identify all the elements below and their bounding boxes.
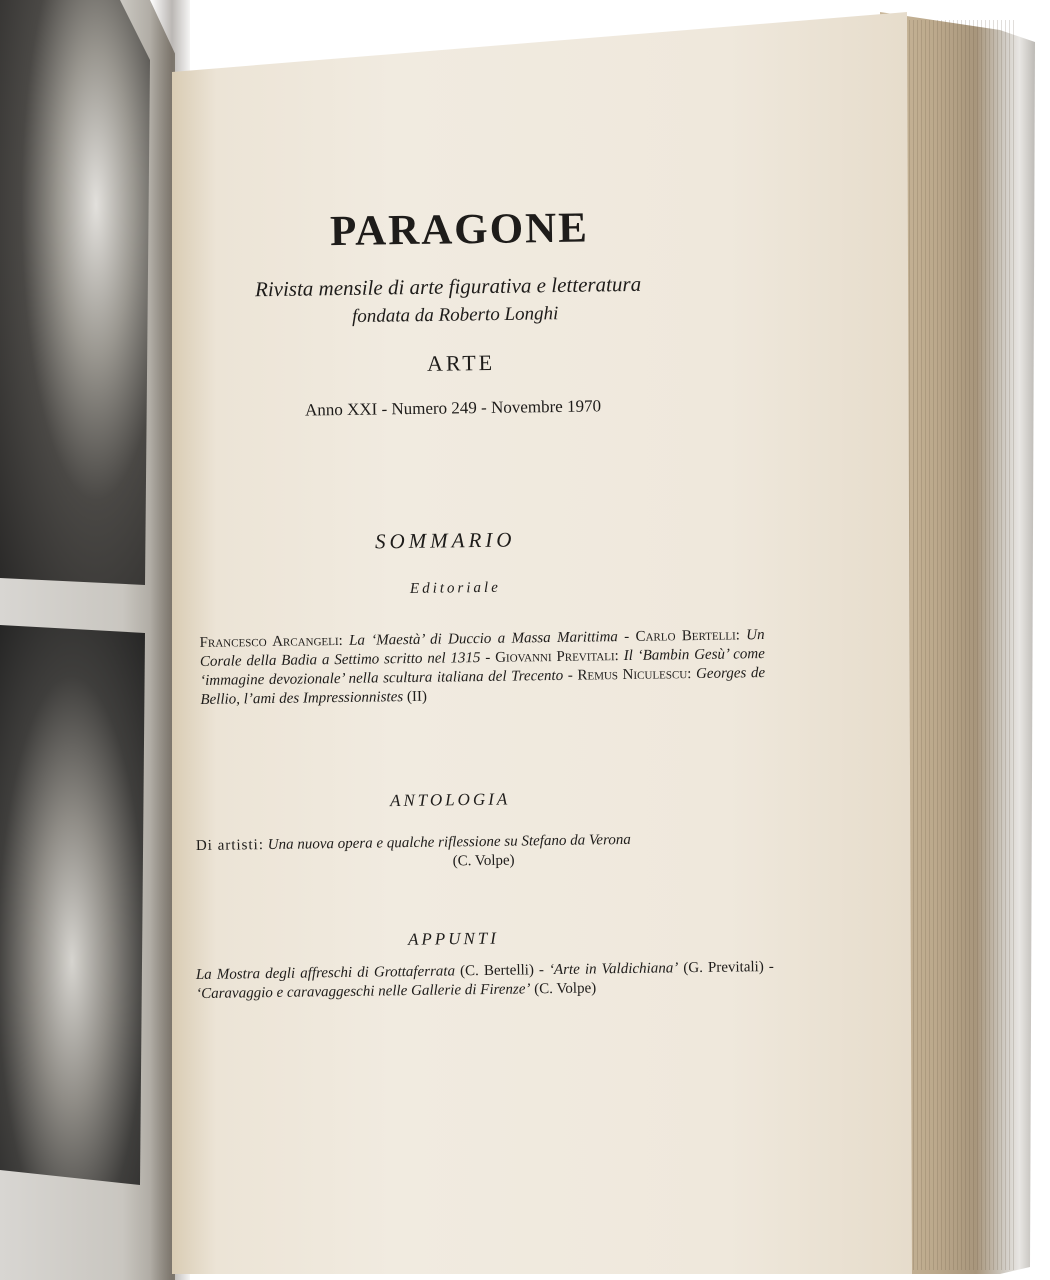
photo-plate-top (0, 0, 160, 585)
appunti-author-2: (G. Previtali) (678, 959, 764, 977)
appunti-author-1: (C. Bertelli) (454, 962, 535, 980)
page-edge-lines (905, 20, 1015, 1270)
antologia-title: Una nuova opera e qualche riflessione su Stefano da Verona (267, 831, 631, 854)
appunti-author-3: (C. Volpe) (530, 980, 597, 998)
editoriale-title-1: La ‘Maestà’ di Duccio a Massa Marittima (348, 629, 618, 649)
antologia-label: Di artisti: (195, 837, 265, 855)
section-title: ARTE (426, 349, 496, 376)
journal-founder: fondata da Roberto Longhi (351, 303, 559, 328)
appunti-title-3: ‘Caravaggio e caravaggeschi nelle Gallerie di Firenze’ (196, 981, 531, 1003)
journal-title: PARAGONE (329, 204, 590, 256)
editoriale-title-4: Georges de Bellio, l’ami des Impressionnistes (200, 665, 766, 708)
separator: - (563, 667, 578, 684)
issue-line: Anno XXI - Numero 249 - Novembre 1970 (304, 396, 602, 420)
antologia-author: (C. Volpe) (452, 852, 515, 870)
contents-heading: SOMMARIO (374, 527, 516, 554)
antologia-heading: ANTOLOGIA (389, 789, 511, 811)
separator: - (533, 962, 550, 979)
appunti-title-2: ‘Arte in Valdichiana’ (548, 960, 679, 979)
editoriale-author-2: Carlo Bertelli: (635, 627, 741, 645)
editoriale-suffix-4: (II) (403, 688, 428, 706)
facing-page (0, 0, 175, 1280)
antologia-entry (196, 829, 771, 875)
appunti-title-1: La Mostra degli affreschi di Grottaferrata (195, 963, 456, 984)
separator: - (763, 958, 774, 976)
editoriale-heading: Editoriale (409, 579, 501, 597)
photo-plate-bottom (0, 625, 160, 1185)
journal-subtitle: Rivista mensile di arte figurativa e letteratura (254, 271, 642, 302)
separator: - (617, 628, 636, 646)
editoriale-title-3: Il ‘Bambin Gesù’ come ‘immagine devozionale’ nella scultura italiana del Trecento (200, 646, 765, 689)
editoriale-author-3: Giovanni Previtali: (495, 648, 619, 666)
editoriale-title-2: Un Corale della Badia a Settimo scritto nel 1315 (199, 627, 765, 670)
editoriale-author-1: Francesco Arcangeli: (199, 632, 343, 651)
editoriale-list (199, 626, 765, 710)
appunti-heading: APPUNTI (407, 928, 500, 949)
editoriale-author-4: Remus Niculescu: (577, 666, 692, 684)
separator: - (480, 649, 496, 667)
appunti-list (196, 958, 774, 1004)
